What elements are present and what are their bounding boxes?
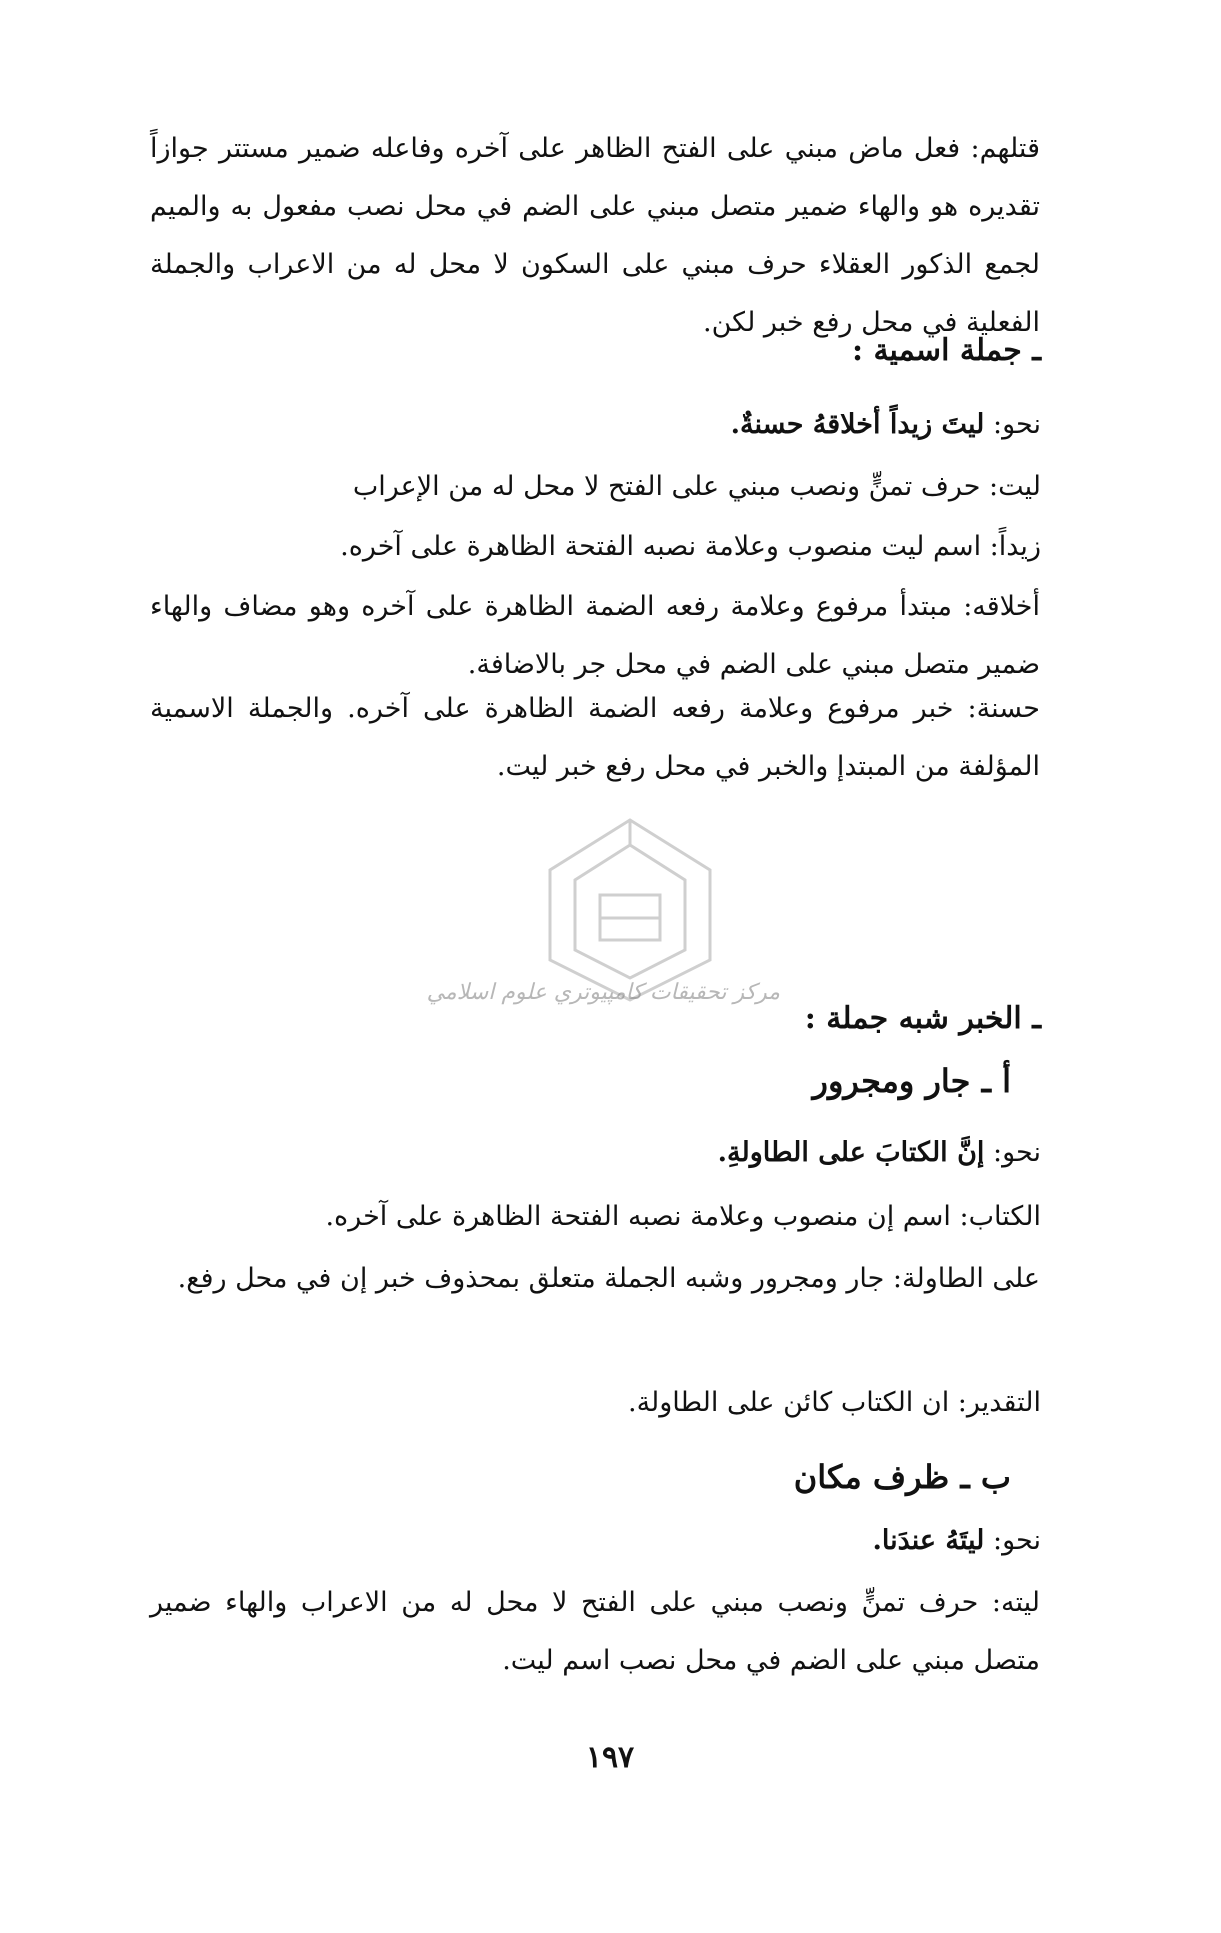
example1-sentence: ليتَ زيداً أخلاقهُ حسنةٌ. — [730, 409, 985, 440]
example3-sentence: ليتَهُ عندَنا. — [872, 1525, 985, 1556]
example3-label: نحو: — [993, 1525, 1041, 1556]
page-number: ١٩٧ — [585, 1740, 635, 1775]
example2-sentence: إنَّ الكتابَ على الطاولةِ. — [717, 1137, 985, 1168]
example2-tawila: على الطاولة: جار ومجرور وشبه الجملة متعلق بمحذوف خبر إن في محل رفع. — [177, 1263, 1040, 1294]
example2-label: نحو: — [993, 1137, 1041, 1168]
example1-layt: ليت: حرف تمنٍّ ونصب مبني على الفتح لا محل له من الإعراب — [352, 471, 1041, 502]
example3-line — [872, 1512, 1041, 1570]
subheading-zarf-makan: ب ـ ظرف مكان — [793, 1458, 1011, 1496]
example1-zaid: زيداً: اسم ليت منصوب وعلامة نصبه الفتحة الظاهرة على آخره. — [340, 531, 1041, 562]
example1-label: نحو: — [993, 409, 1041, 440]
example1-akhlaq: أخلاقه: مبتدأ مرفوع وعلامة رفعه الضمة الظاهرة على آخره وهو مضاف والهاء ضمير متصل مبني على الضم في محل جر بالاضافة. — [150, 591, 1040, 680]
example2-kitab: الكتاب: اسم إن منصوب وعلامة نصبه الفتحة الظاهرة على آخره. — [325, 1201, 1041, 1232]
example3-layt: ليته: حرف تمنٍّ ونصب مبني على الفتح لا محل له من الاعراب والهاء ضمير متصل مبني على الضم في محل نصب اسم ليت. — [150, 1587, 1040, 1676]
heading-semi-sentence: ـ الخبر شبه جملة : — [804, 1001, 1041, 1036]
watermark-text: مركز تحقيقات كامپيوتري علوم اسلامي — [426, 980, 780, 1005]
subheading-jar-majrur: أ ـ جار ومجرور — [812, 1062, 1011, 1100]
heading-nominal-sentence: ـ جملة اسمية : — [851, 333, 1041, 368]
paragraph-qatalahum: قتلهم: فعل ماض مبني على الفتح الظاهر على آخره وفاعله ضمير مستتر جوازاً تقديره هو والهاء ضمير متصل مبني على الضم في محل نصب مفعول به والميم لجمع الذكور العقلاء حرف مبني على السكون لا محل له من الاعراب والجملة الفعلية في محل رفع خبر لكن. — [150, 133, 1040, 338]
example1-hasana: حسنة: خبر مرفوع وعلامة رفعه الضمة الظاهرة على آخره. والجملة الاسمية المؤلفة من المبتدإ والخبر في محل رفع خبر ليت. — [150, 693, 1040, 782]
example2-line — [718, 1124, 1041, 1182]
example2-taqdir: التقدير: ان الكتاب كائن على الطاولة. — [627, 1387, 1041, 1418]
example1-line — [731, 396, 1041, 454]
